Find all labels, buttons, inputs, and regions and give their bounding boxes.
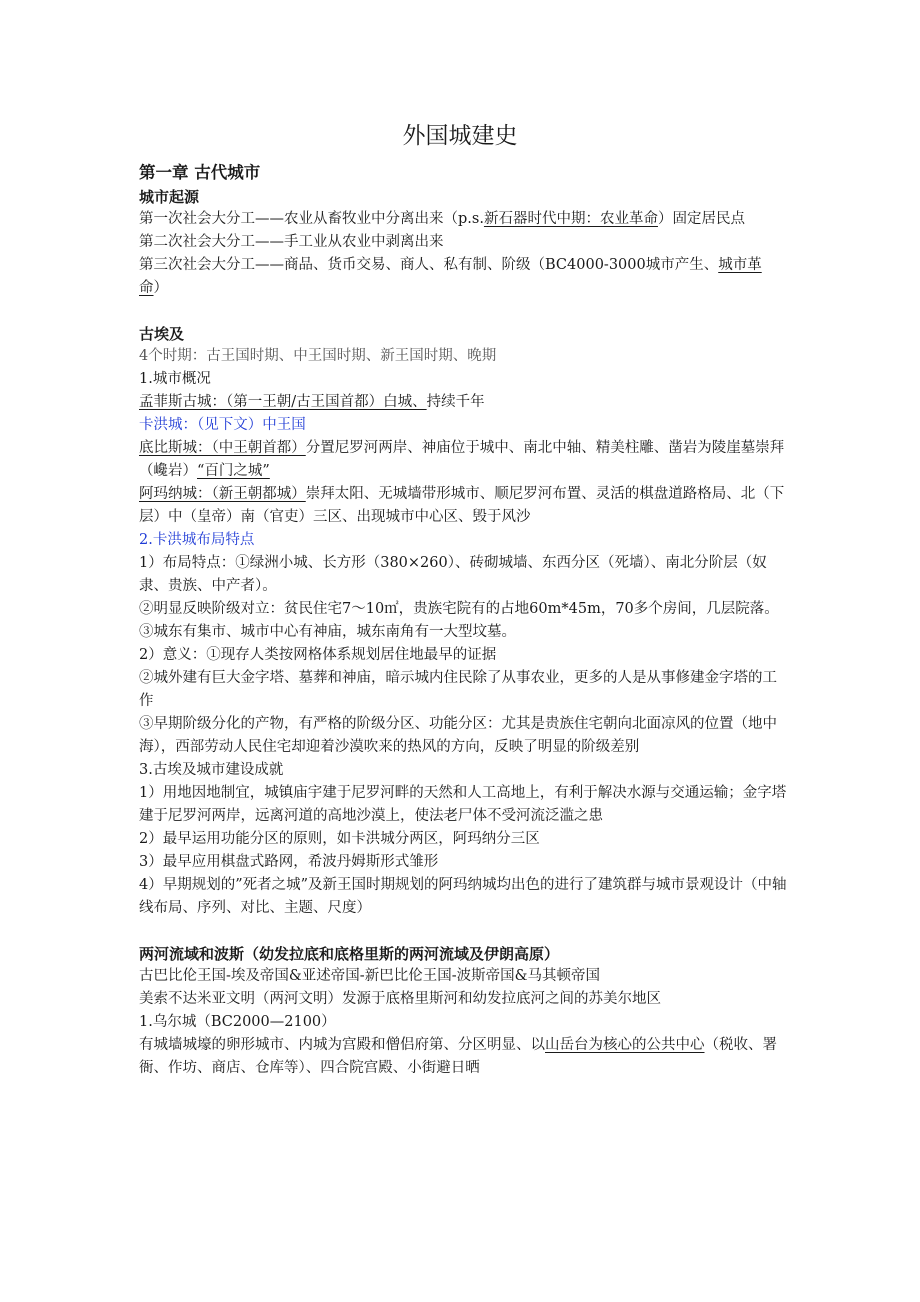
paragraph-achievement-1: 1）用地因地制宜，城镇庙宇建于尼罗河畔的天然和人工高地上，有利于解决水源与交通运输；金字塔建于尼罗河两岸，远离河道的高地沙漠上，使法老尸体不受河流泛滥之患 bbox=[139, 785, 787, 824]
paragraph-kahun-1: 1）布局特点：①绿洲小城、长方形（380×260）、砖砌城墙、东西分区（死墙）、南北分阶层（奴隶、贵族、中产者）。 bbox=[139, 555, 767, 594]
subheading-egypt-achievements: 3.古埃及城市建设成就 bbox=[139, 762, 284, 778]
document-body bbox=[139, 160, 789, 1080]
paragraph-achievement-2: 2）最早运用功能分区的原则，如卡洪城分两区，阿玛纳分三区 bbox=[139, 831, 540, 847]
underlined-text: “百门之城” bbox=[197, 463, 270, 479]
paragraph-first-division: 第一次社会大分工——农业从畜牧业中分离出来（p.s.新石器时代中期：农业革命）固定居民点 bbox=[139, 211, 745, 227]
chapter-heading: 第一章 古代城市 bbox=[139, 163, 261, 182]
paragraph-thebes: 底比斯城：（中王朝首都）分置尼罗河两岸、神庙位于城中、南北中轴、精美柱雕、凿岩为陵崖墓崇拜（巉岩）“百门之城” bbox=[139, 440, 785, 479]
subheading-ur: 1.乌尔城（BC2000—2100） bbox=[139, 1014, 336, 1030]
paragraph-civilization: 美索不达米亚文明（两河文明）发源于底格里斯河和幼发拉底河之间的苏美尔地区 bbox=[139, 991, 661, 1007]
paragraph-empires: 古巴比伦王国-埃及帝国&亚述帝国-新巴比伦王国-波斯帝国&马其顿帝国 bbox=[139, 968, 601, 984]
section-heading-egypt: 古埃及 bbox=[139, 325, 185, 343]
paragraph-kahun-2: ②明显反映阶级对立：贫民住宅7～10㎡，贵族宅院有的占地60m*45m，70多个房间，几层院落。 bbox=[139, 601, 779, 617]
paragraph-kahun-6: ③早期阶级分化的产物，有严格的阶级分区、功能分区：尤其是贵族住宅朝向北面凉风的位置（地中海），西部劳动人民住宅却迎着沙漠吹来的热风的方向，反映了明显的阶级差别 bbox=[139, 716, 777, 755]
underlined-text: 新石器时代中期：农业革命 bbox=[483, 211, 658, 227]
subheading-kahun-layout: 2.卡洪城布局特点 bbox=[139, 532, 255, 548]
paragraph-achievement-4: 4）早期规划的”死者之城”及新王国时期规划的阿玛纳城均出色的进行了建筑群与城市景观设计（中轴线布局、序列、对比、主题、尺度） bbox=[139, 877, 787, 916]
section-heading-mesopotamia: 两河流域和波斯（幼发拉底和底格里斯的两河流域及伊朗高原） bbox=[139, 945, 560, 963]
paragraph-periods: 4个时期：古王国时期、中王国时期、新王国时期、晚期 bbox=[139, 348, 497, 364]
paragraph-kahun-4: 2）意义：①现存人类按网格体系规划居住地最早的证据 bbox=[139, 647, 497, 663]
underlined-text: 孟菲斯古城：（第一王朝/古王国首都）白城、 bbox=[139, 394, 427, 410]
paragraph-ur: 有城墙城壕的卵形城市、内城为宫殿和僧侣府第、分区明显、以山岳台为核心的公共中心（税收、署衙、作坊、商店、仓库等）、四合院宫殿、小街避日晒 bbox=[139, 1037, 777, 1076]
paragraph-achievement-3: 3）最早应用棋盘式路网，希波丹姆斯形式雏形 bbox=[139, 854, 439, 870]
paragraph-second-division: 第二次社会大分工——手工业从农业中剥离出来 bbox=[139, 234, 444, 250]
paragraph-kahun-5: ②城外建有巨大金字塔、墓葬和神庙，暗示城内住民除了从事农业，更多的人是从事修建金字塔的工作 bbox=[139, 670, 777, 709]
paragraph-kahun: 卡洪城：（见下文）中王国 bbox=[139, 417, 306, 433]
underlined-text: 山岳台为核心的公共中心 bbox=[545, 1037, 705, 1053]
subheading-city-overview: 1.城市概况 bbox=[139, 371, 211, 387]
document-title: 外国城建史 bbox=[402, 123, 518, 149]
paragraph-memphis: 孟菲斯古城：（第一王朝/古王国首都）白城、持续千年 bbox=[139, 394, 485, 410]
section-heading-origin: 城市起源 bbox=[139, 188, 200, 206]
paragraph-third-division: 第三次社会大分工——商品、货币交易、商人、私有制、阶级（BC4000-3000城市产生、城市革命） bbox=[139, 257, 762, 296]
underlined-text: 阿玛纳城：（新王朝都城） bbox=[139, 486, 306, 502]
paragraph-kahun-3: ③城东有集市、城市中心有神庙，城东南角有一大型坟墓。 bbox=[139, 624, 516, 640]
paragraph-amarna: 阿玛纳城：（新王朝都城）崇拜太阳、无城墙带形城市、顺尼罗河布置、灵活的棋盘道路格局、北（下层）中（皇帝）南（官吏）三区、出现城市中心区、毁于风沙 bbox=[139, 486, 785, 525]
underlined-text: 城市革命 bbox=[139, 257, 762, 296]
underlined-text: 底比斯城：（中王朝首都） bbox=[139, 440, 306, 456]
